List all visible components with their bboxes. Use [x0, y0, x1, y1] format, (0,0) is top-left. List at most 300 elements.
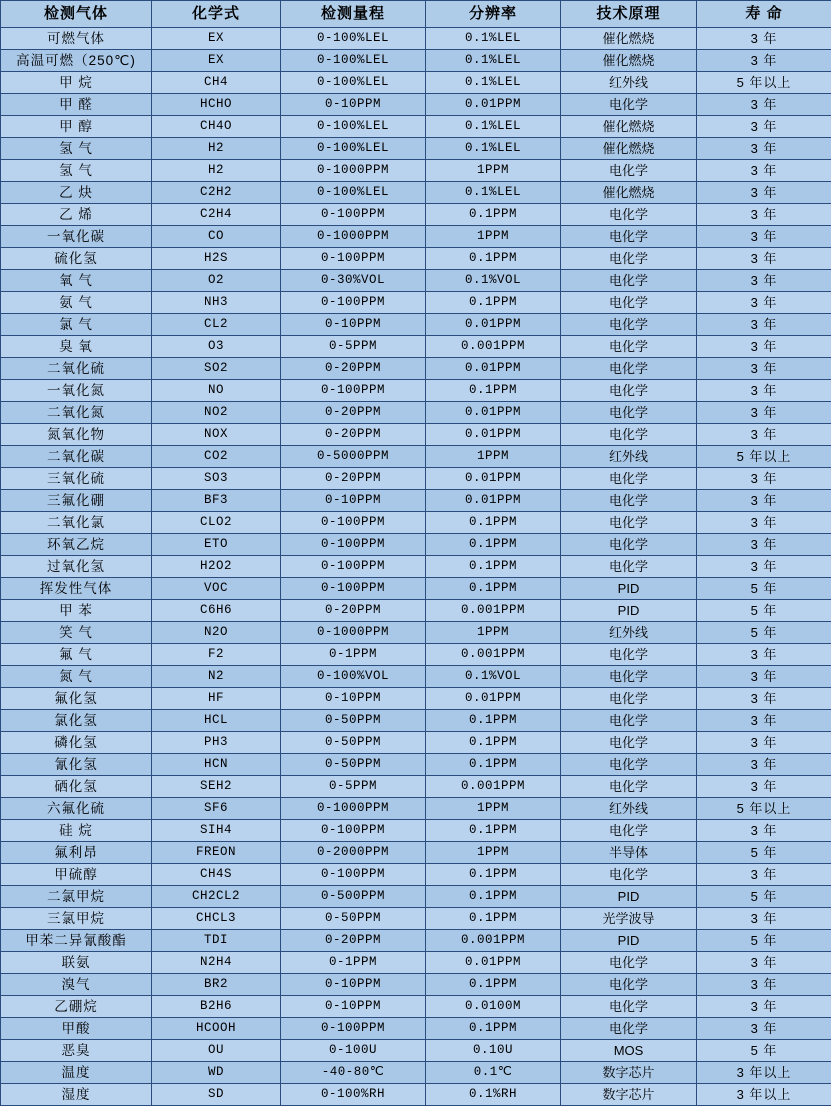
cell-principle: 电化学 — [561, 358, 697, 380]
cell-principle: 电化学 — [561, 248, 697, 270]
column-header-lifespan: 寿 命 — [697, 1, 831, 28]
cell-formula: VOC — [152, 578, 281, 600]
cell-lifespan: 3 年 — [697, 314, 831, 336]
cell-gas: 甲硫醇 — [1, 864, 152, 886]
cell-resolution: 0.1%LEL — [426, 72, 561, 94]
cell-resolution: 0.1PPM — [426, 710, 561, 732]
column-header-range: 检测量程 — [281, 1, 426, 28]
cell-resolution: 0.01PPM — [426, 952, 561, 974]
table-row — [1, 512, 831, 534]
cell-gas: 氢 气 — [1, 160, 152, 182]
cell-lifespan: 5 年 — [697, 578, 831, 600]
cell-principle: 电化学 — [561, 160, 697, 182]
cell-principle: 催化燃烧 — [561, 28, 697, 50]
cell-principle: 电化学 — [561, 820, 697, 842]
cell-principle: 电化学 — [561, 94, 697, 116]
cell-range: 0-100%LEL — [281, 116, 426, 138]
cell-gas: 高温可燃（250℃) — [1, 50, 152, 72]
table-row — [1, 666, 831, 688]
cell-resolution: 1PPM — [426, 160, 561, 182]
cell-formula: B2H6 — [152, 996, 281, 1018]
table-row — [1, 930, 831, 952]
cell-range: 0-10PPM — [281, 94, 426, 116]
cell-principle: 电化学 — [561, 952, 697, 974]
cell-lifespan: 3 年 — [697, 776, 831, 798]
table-row — [1, 292, 831, 314]
cell-formula: OU — [152, 1040, 281, 1062]
cell-gas: 环氧乙烷 — [1, 534, 152, 556]
cell-gas: 三氟化硼 — [1, 490, 152, 512]
cell-gas: 氟 气 — [1, 644, 152, 666]
cell-lifespan: 3 年 — [697, 116, 831, 138]
cell-principle: 电化学 — [561, 666, 697, 688]
cell-principle: 电化学 — [561, 468, 697, 490]
cell-principle: 半导体 — [561, 842, 697, 864]
table-row — [1, 1018, 831, 1040]
cell-range: 0-1PPM — [281, 644, 426, 666]
cell-gas: 挥发性气体 — [1, 578, 152, 600]
cell-range: 0-100PPM — [281, 1018, 426, 1040]
cell-gas: 恶臭 — [1, 1040, 152, 1062]
cell-principle: 催化燃烧 — [561, 116, 697, 138]
cell-lifespan: 5 年以上 — [697, 446, 831, 468]
table-row — [1, 468, 831, 490]
cell-resolution: 0.01PPM — [426, 402, 561, 424]
cell-lifespan: 3 年 — [697, 248, 831, 270]
table-row — [1, 754, 831, 776]
cell-gas: 过氧化氢 — [1, 556, 152, 578]
cell-resolution: 0.1PPM — [426, 204, 561, 226]
cell-principle: 电化学 — [561, 996, 697, 1018]
cell-formula: BF3 — [152, 490, 281, 512]
cell-formula: CLO2 — [152, 512, 281, 534]
cell-lifespan: 3 年 — [697, 380, 831, 402]
cell-resolution: 0.1PPM — [426, 820, 561, 842]
cell-principle: 电化学 — [561, 512, 697, 534]
cell-formula: C6H6 — [152, 600, 281, 622]
cell-lifespan: 5 年 — [697, 886, 831, 908]
cell-resolution: 0.1PPM — [426, 248, 561, 270]
cell-range: 0-100U — [281, 1040, 426, 1062]
cell-formula: H2 — [152, 160, 281, 182]
cell-gas: 溴气 — [1, 974, 152, 996]
cell-principle: 电化学 — [561, 314, 697, 336]
table-row — [1, 270, 831, 292]
cell-range: 0-50PPM — [281, 732, 426, 754]
cell-range: 0-1000PPM — [281, 160, 426, 182]
cell-gas: 可燃气体 — [1, 28, 152, 50]
cell-formula: H2O2 — [152, 556, 281, 578]
table-row — [1, 578, 831, 600]
cell-gas: 乙 烯 — [1, 204, 152, 226]
table-row — [1, 28, 831, 50]
table-row — [1, 710, 831, 732]
cell-gas: 硒化氢 — [1, 776, 152, 798]
cell-resolution: 0.01PPM — [426, 424, 561, 446]
cell-resolution: 0.1PPM — [426, 380, 561, 402]
cell-range: 0-100%LEL — [281, 50, 426, 72]
cell-lifespan: 3 年 — [697, 50, 831, 72]
table-row — [1, 1040, 831, 1062]
cell-formula: NO — [152, 380, 281, 402]
cell-gas: 温度 — [1, 1062, 152, 1084]
cell-range: 0-10PPM — [281, 974, 426, 996]
cell-resolution: 0.1%VOL — [426, 270, 561, 292]
table-row — [1, 600, 831, 622]
cell-range: 0-5PPM — [281, 336, 426, 358]
cell-formula: O3 — [152, 336, 281, 358]
table-row — [1, 424, 831, 446]
cell-formula: N2H4 — [152, 952, 281, 974]
cell-resolution: 0.0100M — [426, 996, 561, 1018]
cell-formula: SF6 — [152, 798, 281, 820]
cell-lifespan: 3 年以上 — [697, 1084, 831, 1106]
cell-gas: 硫化氢 — [1, 248, 152, 270]
cell-range: 0-100PPM — [281, 820, 426, 842]
cell-principle: 光学波导 — [561, 908, 697, 930]
cell-resolution: 0.1℃ — [426, 1062, 561, 1084]
cell-resolution: 0.1PPM — [426, 864, 561, 886]
cell-lifespan: 3 年 — [697, 490, 831, 512]
cell-formula: N2O — [152, 622, 281, 644]
cell-principle: 电化学 — [561, 380, 697, 402]
cell-range: 0-100%VOL — [281, 666, 426, 688]
table-row — [1, 138, 831, 160]
cell-formula: CH4S — [152, 864, 281, 886]
cell-gas: 氰化氢 — [1, 754, 152, 776]
cell-gas: 二氧化碳 — [1, 446, 152, 468]
cell-lifespan: 3 年以上 — [697, 1062, 831, 1084]
cell-resolution: 0.001PPM — [426, 776, 561, 798]
cell-gas: 氢 气 — [1, 138, 152, 160]
cell-resolution: 0.001PPM — [426, 600, 561, 622]
cell-lifespan: 3 年 — [697, 820, 831, 842]
table-row — [1, 688, 831, 710]
cell-range: 0-20PPM — [281, 424, 426, 446]
cell-lifespan: 3 年 — [697, 28, 831, 50]
cell-range: 0-100%LEL — [281, 138, 426, 160]
cell-principle: 电化学 — [561, 710, 697, 732]
cell-gas: 乙 炔 — [1, 182, 152, 204]
cell-gas: 二氧化硫 — [1, 358, 152, 380]
cell-range: 0-100%LEL — [281, 72, 426, 94]
cell-principle: 电化学 — [561, 754, 697, 776]
cell-range: 0-500PPM — [281, 886, 426, 908]
cell-gas: 甲 烷 — [1, 72, 152, 94]
cell-range: 0-50PPM — [281, 754, 426, 776]
cell-resolution: 0.1PPM — [426, 732, 561, 754]
cell-range: 0-10PPM — [281, 996, 426, 1018]
cell-lifespan: 3 年 — [697, 908, 831, 930]
cell-resolution: 0.001PPM — [426, 644, 561, 666]
cell-resolution: 0.01PPM — [426, 490, 561, 512]
cell-formula: EX — [152, 28, 281, 50]
cell-principle: 电化学 — [561, 226, 697, 248]
cell-resolution: 0.1PPM — [426, 908, 561, 930]
table-row — [1, 776, 831, 798]
cell-lifespan: 3 年 — [697, 534, 831, 556]
cell-range: 0-100PPM — [281, 292, 426, 314]
cell-gas: 甲 醛 — [1, 94, 152, 116]
cell-principle: 红外线 — [561, 622, 697, 644]
cell-principle: PID — [561, 578, 697, 600]
cell-lifespan: 3 年 — [697, 424, 831, 446]
cell-formula: HCOOH — [152, 1018, 281, 1040]
cell-range: 0-20PPM — [281, 468, 426, 490]
cell-formula: H2S — [152, 248, 281, 270]
cell-gas: 三氧化硫 — [1, 468, 152, 490]
cell-range: 0-100PPM — [281, 248, 426, 270]
cell-principle: 催化燃烧 — [561, 182, 697, 204]
table-row — [1, 402, 831, 424]
table-row — [1, 226, 831, 248]
cell-gas: 氨 气 — [1, 292, 152, 314]
table-row — [1, 886, 831, 908]
table-row — [1, 864, 831, 886]
cell-formula: CH2CL2 — [152, 886, 281, 908]
cell-lifespan: 3 年 — [697, 710, 831, 732]
table-row — [1, 1062, 831, 1084]
cell-gas: 二氧化氯 — [1, 512, 152, 534]
cell-formula: O2 — [152, 270, 281, 292]
cell-range: 0-1000PPM — [281, 798, 426, 820]
cell-lifespan: 3 年 — [697, 226, 831, 248]
cell-resolution: 0.1PPM — [426, 512, 561, 534]
cell-principle: 红外线 — [561, 446, 697, 468]
table-row — [1, 820, 831, 842]
cell-lifespan: 3 年 — [697, 688, 831, 710]
cell-principle: 催化燃烧 — [561, 138, 697, 160]
cell-formula: CHCL3 — [152, 908, 281, 930]
cell-lifespan: 5 年以上 — [697, 798, 831, 820]
table-row — [1, 974, 831, 996]
cell-formula: F2 — [152, 644, 281, 666]
cell-principle: 电化学 — [561, 490, 697, 512]
cell-formula: CO2 — [152, 446, 281, 468]
cell-resolution: 0.1%LEL — [426, 116, 561, 138]
cell-gas: 甲苯二异氰酸酯 — [1, 930, 152, 952]
cell-formula: FREON — [152, 842, 281, 864]
cell-gas: 乙硼烷 — [1, 996, 152, 1018]
cell-range: 0-100%RH — [281, 1084, 426, 1106]
cell-resolution: 0.1PPM — [426, 534, 561, 556]
table-row — [1, 556, 831, 578]
cell-principle: 电化学 — [561, 270, 697, 292]
cell-resolution: 0.1PPM — [426, 974, 561, 996]
cell-lifespan: 3 年 — [697, 556, 831, 578]
cell-lifespan: 3 年 — [697, 204, 831, 226]
cell-formula: H2 — [152, 138, 281, 160]
cell-resolution: 0.1%VOL — [426, 666, 561, 688]
cell-principle: PID — [561, 886, 697, 908]
cell-formula: C2H4 — [152, 204, 281, 226]
table-row — [1, 94, 831, 116]
cell-lifespan: 3 年 — [697, 974, 831, 996]
cell-principle: 电化学 — [561, 204, 697, 226]
table-row — [1, 336, 831, 358]
cell-gas: 氮 气 — [1, 666, 152, 688]
cell-lifespan: 3 年 — [697, 94, 831, 116]
cell-gas: 氧 气 — [1, 270, 152, 292]
cell-range: 0-10PPM — [281, 490, 426, 512]
cell-lifespan: 3 年 — [697, 358, 831, 380]
cell-formula: BR2 — [152, 974, 281, 996]
cell-resolution: 0.01PPM — [426, 468, 561, 490]
cell-principle: 催化燃烧 — [561, 50, 697, 72]
cell-lifespan: 5 年以上 — [697, 72, 831, 94]
cell-resolution: 0.1%LEL — [426, 28, 561, 50]
cell-range: 0-10PPM — [281, 688, 426, 710]
cell-range: 0-100PPM — [281, 512, 426, 534]
cell-principle: 电化学 — [561, 1018, 697, 1040]
cell-range: 0-100PPM — [281, 380, 426, 402]
cell-lifespan: 3 年 — [697, 182, 831, 204]
cell-principle: PID — [561, 930, 697, 952]
table-row — [1, 534, 831, 556]
table-row — [1, 732, 831, 754]
cell-resolution: 0.001PPM — [426, 336, 561, 358]
cell-resolution: 0.1PPM — [426, 886, 561, 908]
cell-gas: 三氯甲烷 — [1, 908, 152, 930]
cell-formula: SIH4 — [152, 820, 281, 842]
cell-lifespan: 5 年 — [697, 600, 831, 622]
cell-lifespan: 3 年 — [697, 138, 831, 160]
cell-lifespan: 3 年 — [697, 1018, 831, 1040]
cell-resolution: 1PPM — [426, 622, 561, 644]
cell-lifespan: 3 年 — [697, 996, 831, 1018]
cell-lifespan: 3 年 — [697, 732, 831, 754]
table-row — [1, 72, 831, 94]
cell-gas: 一氧化氮 — [1, 380, 152, 402]
cell-gas: 甲酸 — [1, 1018, 152, 1040]
cell-gas: 氟化氢 — [1, 688, 152, 710]
cell-formula: WD — [152, 1062, 281, 1084]
cell-principle: 电化学 — [561, 864, 697, 886]
table-row — [1, 380, 831, 402]
cell-formula: HCN — [152, 754, 281, 776]
cell-gas: 二氯甲烷 — [1, 886, 152, 908]
cell-range: 0-50PPM — [281, 710, 426, 732]
cell-resolution: 0.001PPM — [426, 930, 561, 952]
cell-lifespan: 3 年 — [697, 270, 831, 292]
cell-principle: 数字芯片 — [561, 1062, 697, 1084]
cell-lifespan: 3 年 — [697, 512, 831, 534]
cell-principle: 电化学 — [561, 974, 697, 996]
cell-range: 0-5000PPM — [281, 446, 426, 468]
table-row — [1, 204, 831, 226]
cell-range: 0-1PPM — [281, 952, 426, 974]
table-row — [1, 952, 831, 974]
cell-range: 0-20PPM — [281, 930, 426, 952]
table-row — [1, 490, 831, 512]
cell-lifespan: 3 年 — [697, 666, 831, 688]
cell-gas: 氮氧化物 — [1, 424, 152, 446]
cell-principle: 电化学 — [561, 534, 697, 556]
cell-formula: NO2 — [152, 402, 281, 424]
cell-range: 0-100PPM — [281, 534, 426, 556]
cell-lifespan: 3 年 — [697, 952, 831, 974]
column-header-resolution: 分辨率 — [426, 1, 561, 28]
cell-principle: 电化学 — [561, 402, 697, 424]
cell-formula: CL2 — [152, 314, 281, 336]
cell-resolution: 0.1%LEL — [426, 182, 561, 204]
cell-resolution: 0.01PPM — [426, 314, 561, 336]
cell-resolution: 0.01PPM — [426, 94, 561, 116]
cell-principle: 电化学 — [561, 336, 697, 358]
cell-resolution: 0.1PPM — [426, 578, 561, 600]
cell-principle: 电化学 — [561, 688, 697, 710]
table-row — [1, 996, 831, 1018]
cell-lifespan: 5 年 — [697, 1040, 831, 1062]
cell-principle: 电化学 — [561, 776, 697, 798]
cell-gas: 臭 氧 — [1, 336, 152, 358]
cell-range: 0-100PPM — [281, 578, 426, 600]
column-header-formula: 化学式 — [152, 1, 281, 28]
cell-gas: 二氧化氮 — [1, 402, 152, 424]
cell-formula: HF — [152, 688, 281, 710]
cell-lifespan: 3 年 — [697, 754, 831, 776]
cell-formula: PH3 — [152, 732, 281, 754]
table-row — [1, 798, 831, 820]
cell-gas: 一氧化碳 — [1, 226, 152, 248]
cell-lifespan: 3 年 — [697, 336, 831, 358]
cell-resolution: 0.1PPM — [426, 1018, 561, 1040]
cell-resolution: 0.1%LEL — [426, 138, 561, 160]
cell-gas: 氟利昂 — [1, 842, 152, 864]
cell-formula: HCHO — [152, 94, 281, 116]
cell-gas: 氯 气 — [1, 314, 152, 336]
cell-gas: 湿度 — [1, 1084, 152, 1106]
cell-lifespan: 3 年 — [697, 864, 831, 886]
cell-gas: 磷化氢 — [1, 732, 152, 754]
cell-lifespan: 5 年 — [697, 842, 831, 864]
cell-resolution: 1PPM — [426, 226, 561, 248]
table-row — [1, 842, 831, 864]
cell-resolution: 0.01PPM — [426, 358, 561, 380]
cell-resolution: 0.1%LEL — [426, 50, 561, 72]
table-row — [1, 644, 831, 666]
cell-range: 0-2000PPM — [281, 842, 426, 864]
table-row — [1, 358, 831, 380]
cell-resolution: 0.10U — [426, 1040, 561, 1062]
table-header — [1, 1, 831, 28]
cell-principle: MOS — [561, 1040, 697, 1062]
cell-gas: 联氨 — [1, 952, 152, 974]
table-row — [1, 160, 831, 182]
cell-formula: SO2 — [152, 358, 281, 380]
cell-formula: NOX — [152, 424, 281, 446]
cell-range: 0-100%LEL — [281, 28, 426, 50]
cell-principle: 红外线 — [561, 72, 697, 94]
cell-range: 0-1000PPM — [281, 622, 426, 644]
table-row — [1, 622, 831, 644]
table-row — [1, 446, 831, 468]
cell-formula: EX — [152, 50, 281, 72]
column-header-principle: 技术原理 — [561, 1, 697, 28]
cell-formula: N2 — [152, 666, 281, 688]
cell-lifespan: 3 年 — [697, 292, 831, 314]
cell-range: 0-100PPM — [281, 204, 426, 226]
cell-principle: PID — [561, 600, 697, 622]
cell-range: 0-100%LEL — [281, 182, 426, 204]
cell-range: 0-10PPM — [281, 314, 426, 336]
cell-formula: SEH2 — [152, 776, 281, 798]
cell-range: 0-100PPM — [281, 556, 426, 578]
cell-gas: 氯化氢 — [1, 710, 152, 732]
cell-formula: CO — [152, 226, 281, 248]
cell-principle: 电化学 — [561, 732, 697, 754]
table-row — [1, 116, 831, 138]
